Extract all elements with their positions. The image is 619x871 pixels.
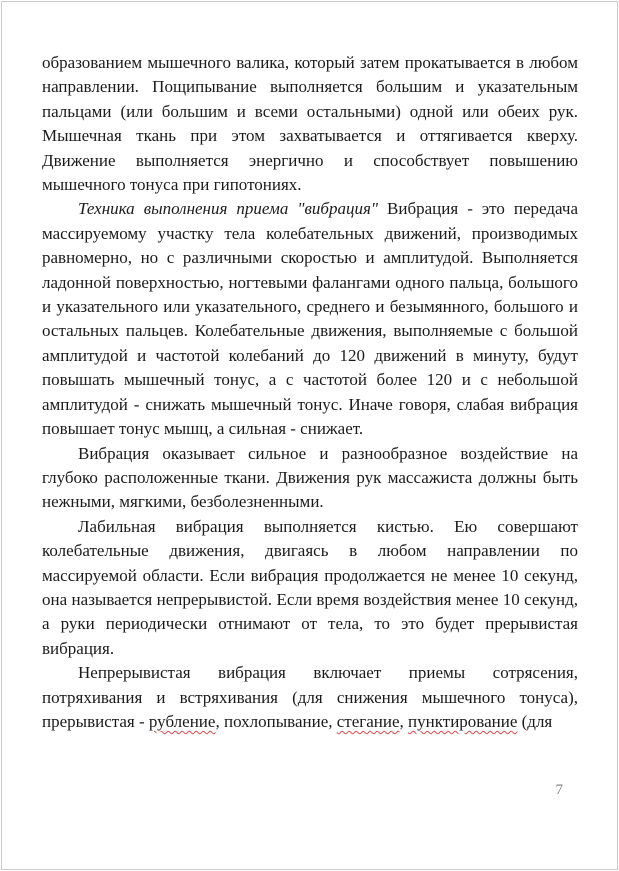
text-run: Техника выполнения приема "вибрация" [78,199,379,219]
paragraph [42,442,578,515]
paragraph [42,51,578,197]
text-run: образованием мышечного валика, который затем прокатывается в любом направлении. Пощипывание выполняется большим и указательным пальцами (или большим и всеми остальными) одной или обеих рук. Мышечная ткань при этом захватывается и оттягивается кверху. Движение выполняется энергично и способствует повышению мышечного тонуса при гипотониях. [42,53,578,195]
text-run: , [399,711,409,731]
page-number: 7 [555,782,563,798]
misspelled-word: пунктирование [408,711,518,731]
text-run: Лабильная вибрация выполняется кистью. Ею совершают колебательные движения, двигаясь в любом направлении по массируемой области. Если вибрация продолжается не менее 10 секунд, она называется непрерывистой. Если время воздействия менее 10 секунд, а руки периодически отнимают от тела, то это будет прерывистая вибрация. [42,516,578,658]
misspelled-word: стегание [336,711,400,731]
paragraph [42,515,578,661]
text-run: Вибрация - это передача массируемому участку тела колебательных движений, производимых равномерно, но с различными скоростью и амплитудой. Выполняется ладонной поверхностью, ногтевыми фалангами одного пальца, большого и указательного или указательного, среднего и безымянного, большого и остальных пальцев. Колебательные движения, выполняемые с большой амплитудой и частотой колебаний до 120 движений в минуту, будут повышать мышечный тонус, а с частотой более 120 и с небольшой амплитудой - снижать мышечный тонус. Иначе говоря, слабая вибрация повышает тонус мышц, а сильная - снижает. [42,199,578,439]
misspelled-word: рубление [148,711,216,731]
paragraph [42,197,578,441]
text-body [42,51,578,734]
text-run: (для [517,711,553,731]
paragraph [42,661,578,734]
text-run: Вибрация оказывает сильное и разнообразное воздействие на глубоко расположенные ткани. Движения рук массажиста должны быть нежными, мягкими, безболезненными. [42,443,578,512]
text-run: Непрерывистая вибрация включает приемы сотрясения, потряхивания и встряхивания (для снижения мышечного тонуса), прерывистая - [42,663,578,731]
text-run: , похлопывание, [215,711,337,731]
